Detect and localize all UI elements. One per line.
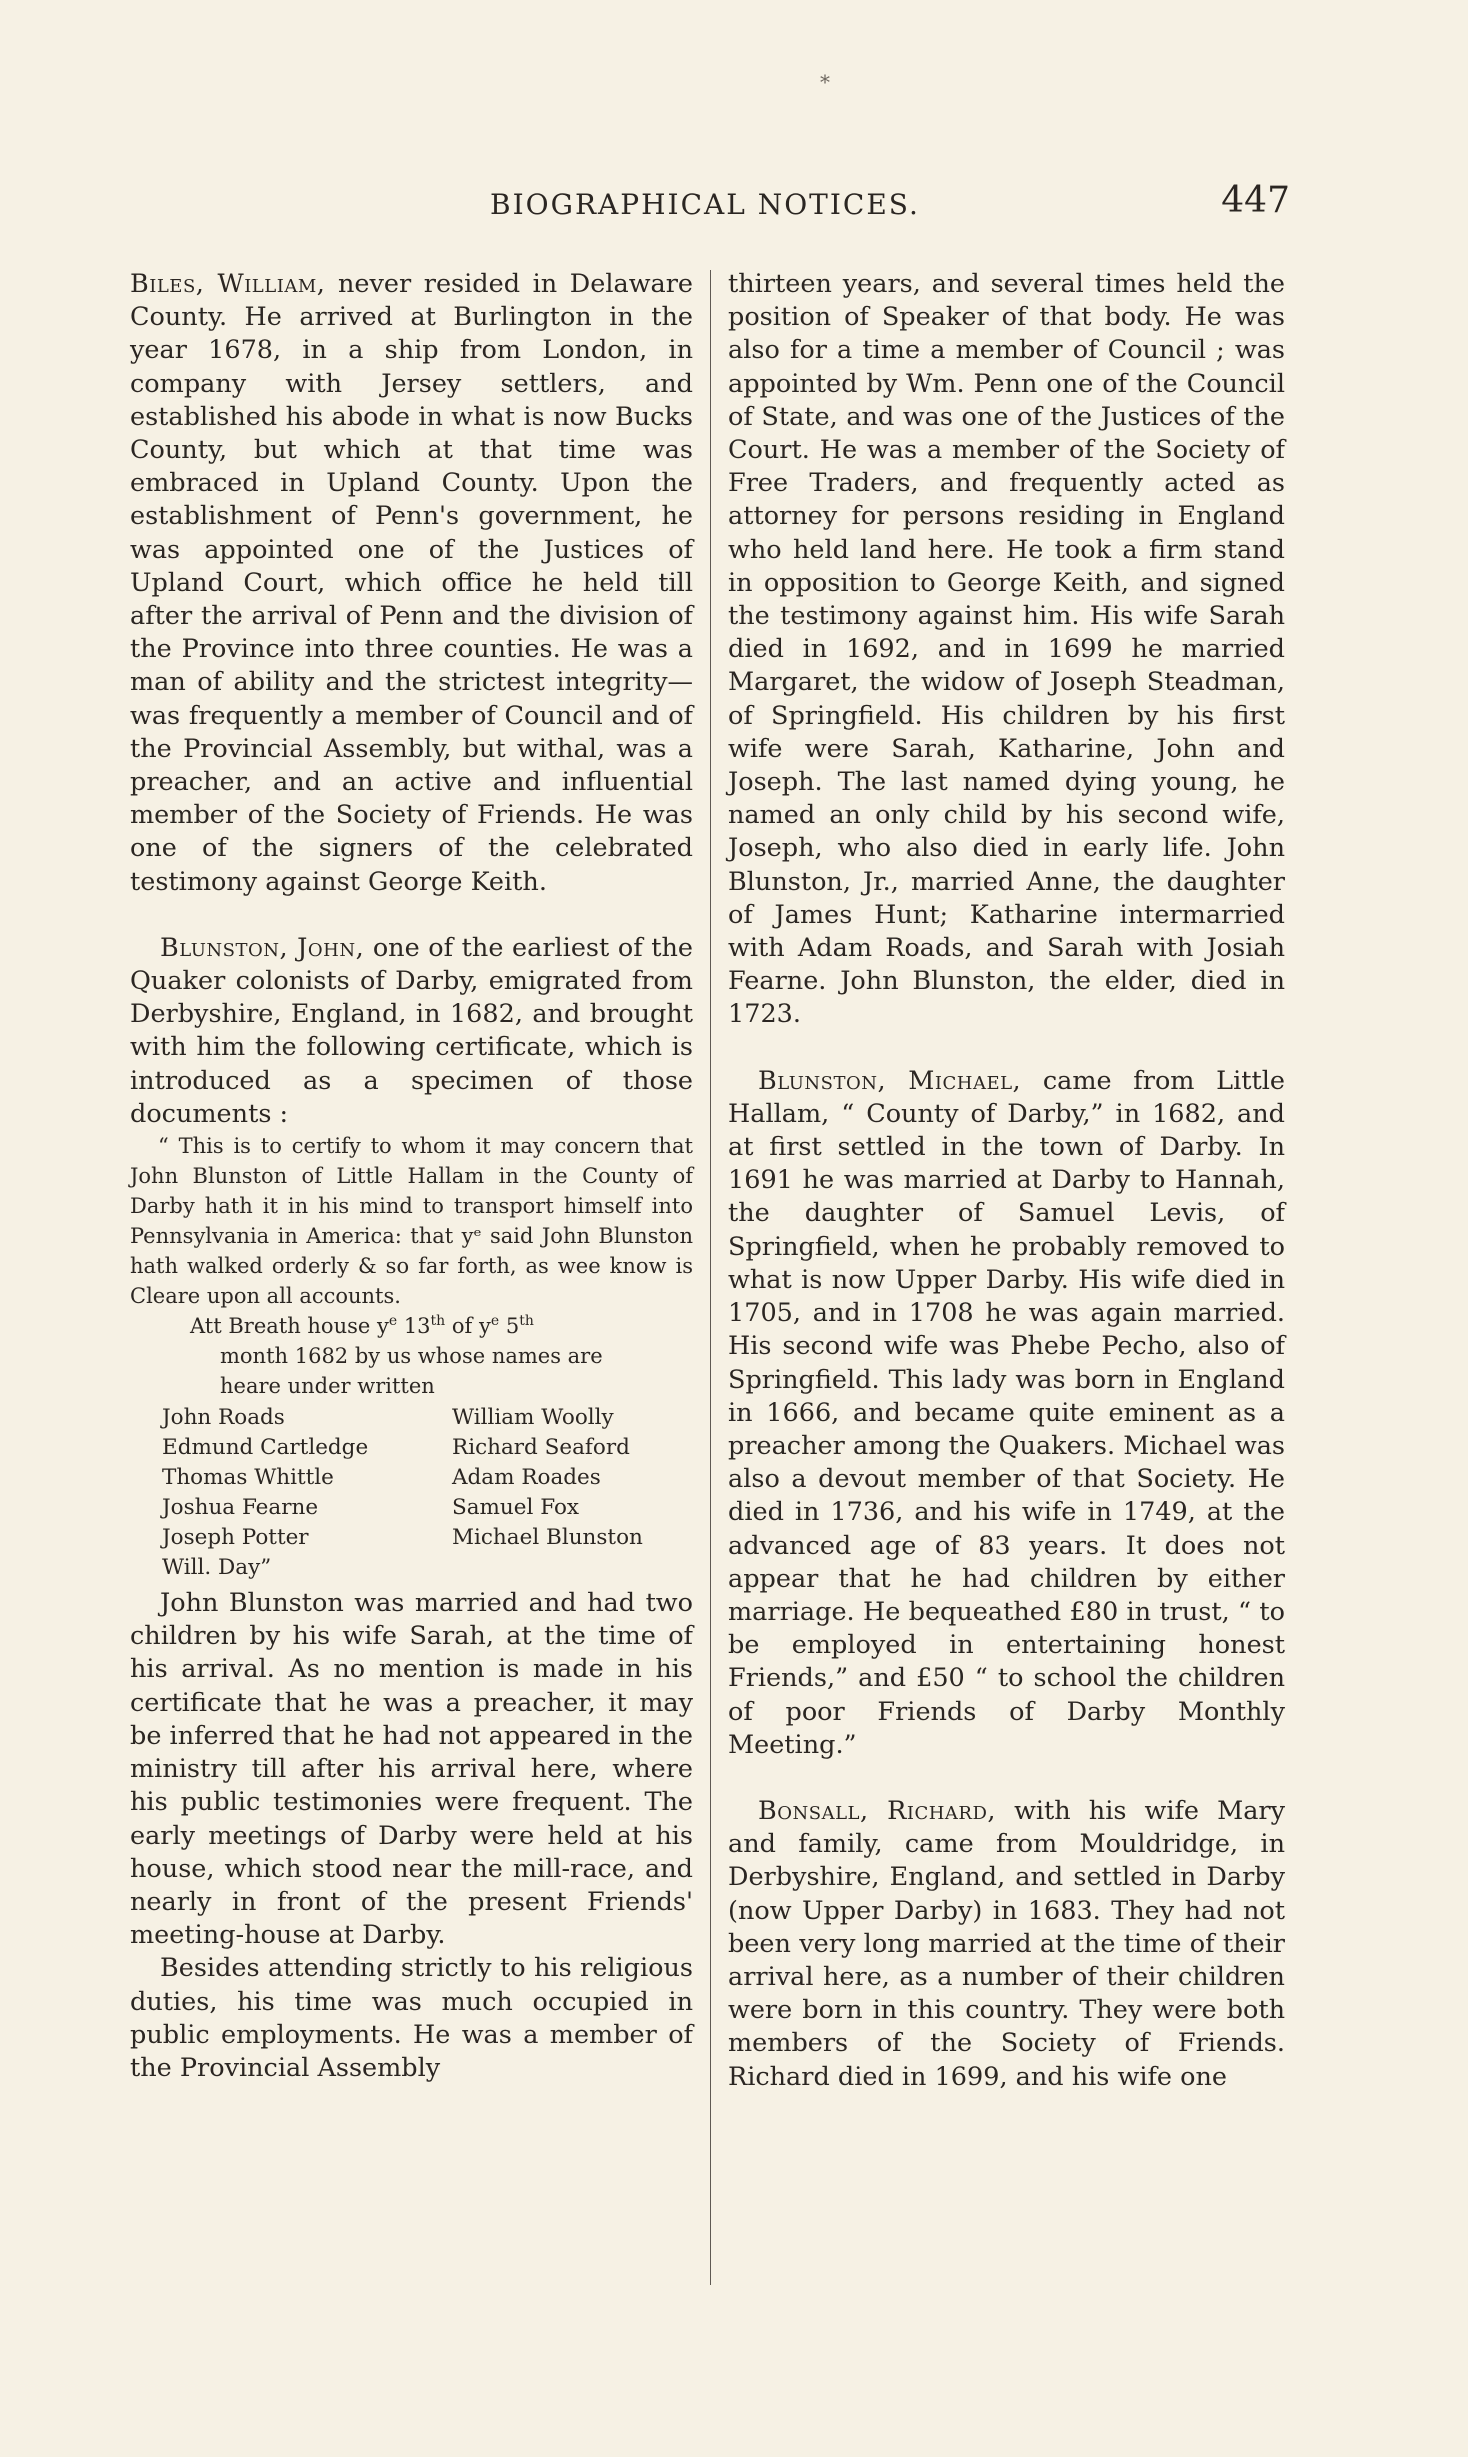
entry-blunston-john-continued xyxy=(728,268,1285,1032)
column-divider xyxy=(710,270,711,2285)
signer-name: William Woolly xyxy=(452,1405,614,1431)
headword-biles: Biles, William, xyxy=(130,269,326,299)
signer-name: Samuel Fox xyxy=(452,1495,580,1521)
date-part-a: Att Breath house y xyxy=(190,1314,389,1339)
date-sup-a: e xyxy=(388,1313,398,1330)
date-sup-b: th xyxy=(430,1313,446,1330)
signer-name: Adam Roades xyxy=(452,1465,601,1491)
running-head xyxy=(130,180,1290,230)
continuation-text: thirteen years, and several times held the position of Speaker of that body. He was also for a time a member of Council ; was appointed by Wm. Penn one of the Council of State, and was one of the Justices of the Court. He was a member of the Society of Free Traders, and frequently acted as attorney for persons residing in England who held land here. He took a firm stand in opposition to George Keith, and signed the testimony against him. His wife Sarah died in 1692, and in 1699 he married Margaret, the widow of Joseph Steadman, of Springfield. His children by his first wife were Sarah, Katharine, John and Joseph. The last named dying young, he named an only child by his second wife, Joseph, who also died in early life. John Blunston, Jr., married Anne, the daughter of James Hunt; Katharine intermarried with Adam Roads, and Sarah with Josiah Fearne. John Blunston, the elder, died in 1723. xyxy=(728,269,1285,1030)
date-part-d: 5 xyxy=(499,1314,520,1339)
date-sup-d: th xyxy=(519,1313,534,1330)
entry-blunston-michael xyxy=(728,1065,1285,1762)
right-column xyxy=(728,268,1285,2094)
date-part-c: of y xyxy=(445,1314,491,1339)
signer-name: Joseph Potter xyxy=(162,1525,309,1551)
paragraph-married: John Blunston was married and had two children by his wife Sarah, at the time of his arrival. As no mention is made in his certificate that he was a preacher, it may be inferred that he had not appeared in the ministry till after his arrival here, where his public testimonies were frequent. The early meetings of Darby were held at his house, which stood near the mill-race, and nearly in front of the present Friends' meeting-house at Darby. xyxy=(130,1588,693,1951)
certificate-date-line xyxy=(190,1311,693,1341)
certificate-date-line-3: heare under written xyxy=(220,1374,435,1399)
paragraph-besides: Besides attending strictly to his religious duties, his time was much occupied in public employments. He was a member of the Provincial Assembly xyxy=(130,1953,693,2083)
signer-name: Richard Seaford xyxy=(452,1435,630,1461)
date-sup-c: e xyxy=(490,1313,500,1330)
page-number: 447 xyxy=(1221,180,1290,221)
entry-blunston-michael-text xyxy=(728,1065,1285,1762)
signer-name: Joshua Fearne xyxy=(162,1495,319,1521)
headword-blunston-michael: Blunston, Michael, xyxy=(758,1065,1022,1096)
entry-biles xyxy=(130,268,693,899)
signer-name: Michael Blunston xyxy=(452,1525,643,1551)
left-column xyxy=(130,268,693,2085)
signer-name: John Roads xyxy=(162,1405,285,1431)
entry-biles-body: never resided in Delaware County. He arrived at Burlington in the year 1678, in a ship from London, in company with Jersey settlers, and established his abode in what is now Bucks County, but which at that time was embraced in Upland County. Upon the establishment of Penn's government, he was appointed one of the Justices of Upland Court, which office he held till after the arrival of Penn and the division of the Province into three counties. He was a man of ability and the strictest integrity—was frequently a member of Council and of the Provincial Assembly, but withal, was a preacher, and an active and influential member of the Society of Friends. He was one of the signers of the celebrated testimony against George Keith. xyxy=(130,269,694,897)
certificate-text: “ This is to certify to whom it may concern that John Blunston of Little Hallam in the County of Darby hath it in his mind to transport himself into Pennsylvania in America: that yᵉ said John Blunston hath walked orderly & so far forth, as wee know is Cleare upon all accounts. xyxy=(130,1134,693,1309)
date-part-b: 13 xyxy=(397,1314,431,1339)
entry-bonsall-text xyxy=(728,1795,1285,2094)
headword-bonsall: Bonsall, Richard, xyxy=(758,1795,997,1826)
entry-bonsall-body: with his wife Mary and family, came from Mouldridge, in Derbyshire, England, and settled in Darby (now Upper Darby) in 1683. They had not been very long married at the time of their arrival here, as a number of their children were born in this country. They were both members of the Society of Friends. Richard died in 1699, and his wife one xyxy=(728,1795,1285,2092)
signer-name: Edmund Cartledge xyxy=(162,1435,369,1461)
certificate-date-line-2: month 1682 by us whose names are xyxy=(220,1344,603,1369)
signer-last: Will. Day” xyxy=(162,1555,272,1581)
running-title: BIOGRAPHICAL NOTICES. xyxy=(490,188,920,221)
printer-mark: * xyxy=(820,70,830,94)
entry-blunston-john xyxy=(130,932,693,2085)
entry-biles-text xyxy=(130,268,693,899)
signer-list xyxy=(162,1403,693,1553)
signer-name: Thomas Whittle xyxy=(162,1465,334,1491)
certificate-block xyxy=(130,1131,693,1583)
headword-blunston-john: Blunston, John, xyxy=(160,932,365,963)
entry-blunston-john-body: one of the earliest of the Quaker colonists of Darby, emigrated from Derbyshire, England, in 1682, and brought with him the following certificate, which is introduced as a specimen of those documents : xyxy=(130,932,694,1129)
entry-bonsall xyxy=(728,1795,1285,2094)
entry-blunston-john-intro xyxy=(130,932,693,1131)
entry-blunston-michael-body: came from Little Hallam, “ County of Darby,” in 1682, and at first settled in the town of Darby. In 1691 he was married at Darby to Hannah, the daughter of Samuel Levis, of Springfield, when he probably removed to what is now Upper Darby. His wife died in 1705, and in 1708 he was again married. His second wife was Phebe Pecho, also of Springfield. This lady was born in England in 1666, and became quite eminent as a preacher among the Quakers. Michael was also a devout member of that Society. He died in 1736, and his wife in 1749, at the advanced age of 83 years. It does not appear that he had children by either marriage. He bequeathed £80 in trust, “ to be employed in entertaining honest Friends,” and £50 “ to school the children of poor Friends of Darby Monthly Meeting.” xyxy=(728,1065,1285,1760)
